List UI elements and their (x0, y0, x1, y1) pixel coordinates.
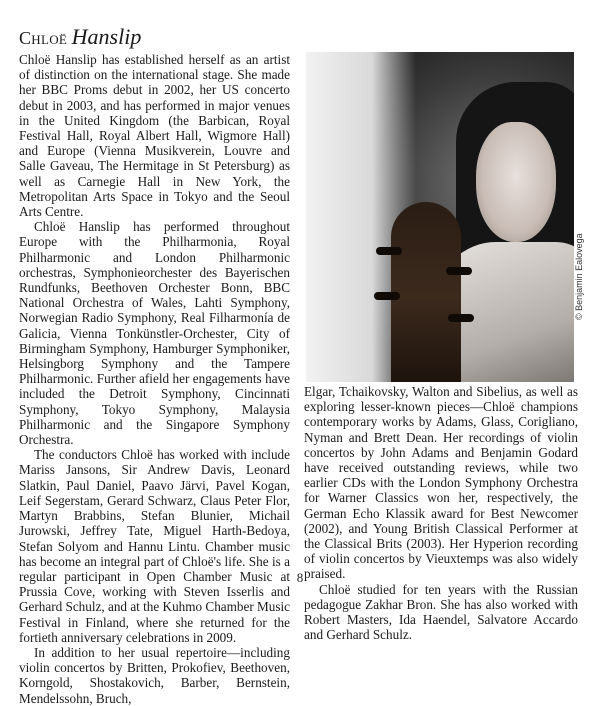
violin-peg (448, 314, 474, 322)
title-first-name: Chloë (19, 28, 68, 48)
paragraph: Elgar, Tchaikovsky, Walton and Sibelius, as well as exploring lesser-known pieces—Chloë champions contemporary works by Adams, Glass, Corigliano, Nyman and Brett Dean. Her recordings of violin concertos by John Adams and Benjamin Godard have received outstanding reviews, while two earlier CDs with the London Symphony Orchestra for Warner Classics won her, respectively, the German Echo Klassik award for Best Newcomer (2002), and Young British Classical Performer at the Classical Brits (2003). Her Hyperion recording of violin concertos by Vieuxtemps was also widely praised. (304, 384, 578, 582)
violin-peg (446, 267, 472, 275)
paragraph: Chloë Hanslip has performed throughout Europe with the Philharmonia, Royal Philharmonic and London Philharmonic orchestras, Symphonieorchester des Bayerischen Rundfunks, Beethoven Orchester Bonn, BBC National Orchestra of Wales, Lahti Symphony, Norwegian Radio Symphony, Real Filharmonía de Galicia, Vienna Tonkünstler-Orchester, City of Birmingham Symphony, Hamburger Symphoniker, Helsingborg Symphony and the Tampere Philharmonic. Further afield her engagements have included the Detroit Symphony, Cincinnati Symphony, Tokyo Symphony, Malaysia Philharmonic and the Singapore Symphony Orchestra. (19, 219, 290, 448)
paragraph: In addition to her usual repertoire—including violin concertos by Britten, Prokofiev, Beethoven, Korngold, Shostakovich, Barber, Bernstein, Mendelssohn, Bruch, (19, 644, 290, 706)
title-last-name: Hanslip (71, 24, 142, 49)
page-number: 8 (296, 570, 304, 585)
paragraph: The conductors Chloë has worked with include Mariss Jansons, Sir Andrew Davis, Leonard Slatkin, Paul Daniel, Paavo Järvi, Pavel Kogan, Leif Segerstam, Gerard Schwarz, Claus Peter Flor, Martyn Brabbins, Stefan Blunier, Michail Jurowski, Jeffrey Tate, Miguel Harth-Bedoya, Stefan Solyom and Hannu Lintu. Chamber music has become an integral part of Chloë's life. She is a regular participant in Open Chamber Music at Prussia Cove, working with Steven Isserlis and Gerhard Schulz, and at the Kuhmo Chamber Music Festival in Finland, where she returned for the fortieth anniversary celebrations in 2009. (19, 447, 291, 645)
right-text-column (304, 384, 578, 642)
photo-credit: © Benjamin Ealovega (574, 233, 584, 320)
page-title (19, 26, 141, 49)
violin-peg (374, 292, 400, 300)
photo-face (476, 122, 556, 242)
left-text-column (19, 52, 290, 706)
artist-portrait-photo (306, 52, 574, 382)
violin-scroll (391, 202, 461, 382)
paragraph: Chloë studied for ten years with the Russian pedagogue Zakhar Bron. She has also worked with Robert Masters, Ida Haendel, Salvatore Accardo and Gerhard Schulz. (304, 581, 578, 643)
violin-peg (376, 247, 402, 255)
paragraph: Chloë Hanslip has established herself as an artist of distinction on the international stage. She made her BBC Proms debut in 2002, her US concerto debut in 2003, and has performed in major venues in the United Kingdom (the Barbican, Royal Festival Hall, Royal Albert Hall, Wigmore Hall) and Europe (Vienna Musikverein, Louvre and Salle Gaveau, The Hermitage in St Petersburg) as well as Carnegie Hall in New York, the Metropolitan Arts Space in Tokyo and the Seoul Arts Centre. (19, 52, 290, 220)
